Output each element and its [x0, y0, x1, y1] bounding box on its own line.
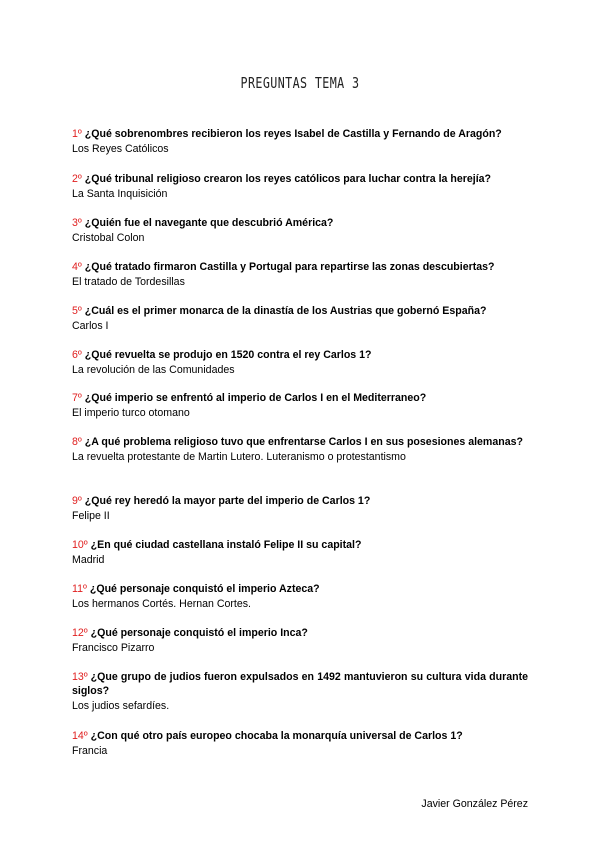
question-text [72, 216, 528, 230]
question-label: ¿Qué tratado firmaron Castilla y Portugal para repartirse las zonas descubiertas? [84, 261, 495, 273]
answer-text: La revuelta protestante de Martin Lutero. Luteranismo o protestantismo [72, 451, 406, 463]
question-block-8 [72, 435, 528, 464]
question-block-4 [72, 260, 528, 289]
question-block-12 [72, 626, 528, 655]
question-number: 1º [72, 128, 82, 140]
answer-text: Los hermanos Cortés. Hernan Cortes. [72, 598, 251, 610]
question-label: ¿Qué rey heredó la mayor parte del imperio de Carlos 1? [84, 495, 371, 507]
question-text [72, 304, 528, 318]
question-block-2 [72, 172, 528, 201]
question-text [72, 348, 528, 362]
answer-text: Los judios sefardíes. [72, 700, 170, 712]
answer-text: Madrid [72, 554, 105, 566]
question-text [72, 391, 528, 405]
question-label: ¿Qué personaje conquistó el imperio Inca? [90, 627, 308, 639]
answer-text: La revolución de las Comunidades [72, 364, 235, 376]
question-block-10 [72, 538, 528, 567]
answer-text: La Santa Inquisición [72, 188, 168, 200]
question-number: 4º [72, 261, 82, 273]
question-block-9 [72, 494, 528, 523]
question-number: 11º [72, 583, 87, 595]
question-text [72, 435, 528, 449]
question-number: 13º [72, 671, 88, 683]
question-label: ¿Qué sobrenombres recibieron los reyes Isabel de Castilla y Fernando de Aragón? [84, 128, 502, 140]
author-name: Javier González Pérez [421, 798, 528, 810]
question-label: ¿Qué personaje conquistó el imperio Azteca? [89, 583, 320, 595]
question-number: 9º [72, 495, 82, 507]
answer-text: El tratado de Tordesillas [72, 276, 185, 288]
question-number: 8º [72, 436, 82, 448]
question-label: ¿En qué ciudad castellana instaló Felipe II su capital? [90, 539, 362, 551]
question-label: ¿A qué problema religioso tuvo que enfrentarse Carlos I en sus posesiones alemanas? [84, 436, 523, 448]
question-text [72, 729, 528, 743]
question-number: 6º [72, 349, 82, 361]
question-number: 12º [72, 627, 88, 639]
answer-text: Carlos I [72, 320, 109, 332]
question-block-1 [72, 127, 528, 156]
question-label: ¿Con qué otro país europeo chocaba la monarquía universal de Carlos 1? [90, 730, 463, 742]
question-block-7 [72, 391, 528, 420]
question-label: ¿Quién fue el navegante que descubrió América? [84, 217, 334, 229]
answer-text: Francisco Pizarro [72, 642, 155, 654]
question-number: 10º [72, 539, 88, 551]
question-label: ¿Qué imperio se enfrentó al imperio de Carlos I en el Mediterraneo? [84, 392, 427, 404]
answer-text: Los Reyes Católicos [72, 143, 169, 155]
question-label: ¿Cuál es el primer monarca de la dinastía de los Austrias que gobernó España? [84, 305, 487, 317]
answer-text: Francia [72, 745, 108, 757]
question-text [72, 172, 528, 186]
question-text [72, 127, 528, 141]
question-number: 5º [72, 305, 82, 317]
answer-text: El imperio turco otomano [72, 407, 190, 419]
question-block-14 [72, 729, 528, 758]
answer-text: Cristobal Colon [72, 232, 145, 244]
question-text [72, 260, 528, 274]
question-number: 14º [72, 730, 88, 742]
question-label: ¿Que grupo de judios fueron expulsados en 1492 mantuvieron su cultura vida durante siglos? [72, 671, 528, 697]
question-block-11 [72, 582, 528, 611]
question-block-5 [72, 304, 528, 333]
question-number: 2º [72, 173, 82, 185]
question-number: 7º [72, 392, 82, 404]
question-label: ¿Qué tribunal religioso crearon los reyes católicos para luchar contra la herejía? [84, 173, 491, 185]
question-block-3 [72, 216, 528, 245]
question-text [72, 670, 528, 698]
question-block-13 [72, 670, 528, 713]
question-number: 3º [72, 217, 82, 229]
question-text [72, 494, 528, 508]
page-title: PREGUNTAS TEMA 3 [240, 74, 360, 92]
question-block-6 [72, 348, 528, 377]
question-label: ¿Qué revuelta se produjo en 1520 contra el rey Carlos 1? [84, 349, 372, 361]
question-text [72, 582, 528, 596]
question-text [72, 626, 528, 640]
question-text [72, 538, 528, 552]
answer-text: Felipe II [72, 510, 110, 522]
